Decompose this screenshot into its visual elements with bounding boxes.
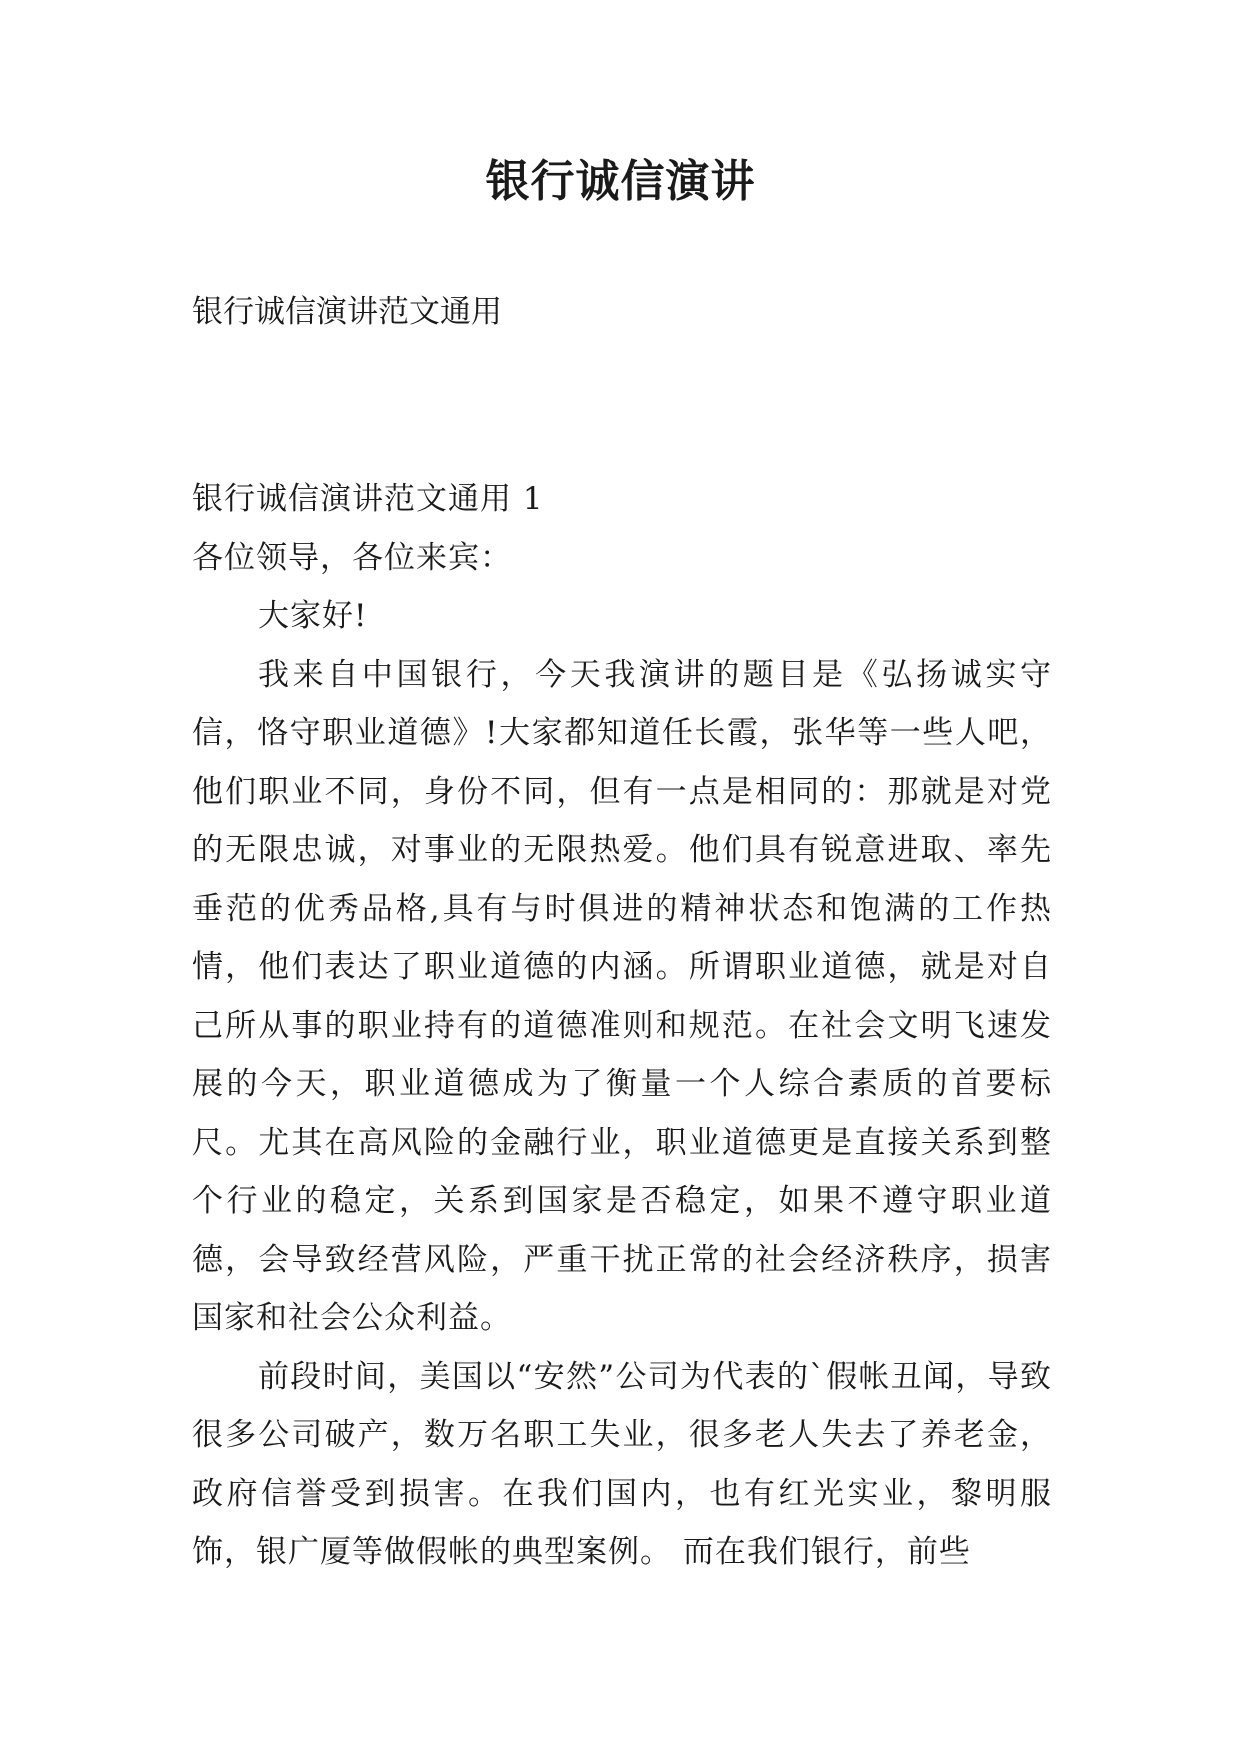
document-subtitle: 银行诚信演讲范文通用 xyxy=(192,294,502,330)
section-heading: 银行诚信演讲范文通用 1 xyxy=(192,481,544,517)
body-paragraph: 我来自中国银行，今天我演讲的题目是《弘扬诚实守信，恪守职业道德》!大家都知道任长霞，张华等一些人吧，他们职业不同，身份不同，但有一点是相同的：那就是对党的无限忠诚，对事业的无限热爱。他们具有锐意进取、率先垂范的优秀品格,具有与时俱进的精神状态和饱满的工作热情，他们表达了职业道德的内涵。所谓职业道德，就是对自己所从事的职业持有的道德准则和规范。在社会文明飞速发展的今天，职业道德成为了衡量一个人综合素质的首要标尺。尤其在高风险的金融行业，职业道德更是直接关系到整个行业的稳定，关系到国家是否稳定，如果不遵守职业道德，会导致经营风险，严重干扰正常的社会经济秩序，损害国家和社会公众利益。 xyxy=(192,656,1052,1336)
document-body xyxy=(192,470,1052,1582)
document-title: 银行诚信演讲 xyxy=(485,156,756,207)
body-paragraph: 前段时间，美国以“安然”公司为代表的`假帐丑闻，导致很多公司破产，数万名职工失业，很多老人失去了养老金，政府信誉受到损害。在我们国内，也有红光实业，黎明服饰，银广厦等做假帐的典型案例。 而在我们银行，前些 xyxy=(192,1358,1052,1570)
salutation: 各位领导，各位来宾： xyxy=(192,539,512,576)
greeting: 大家好! xyxy=(258,598,368,634)
